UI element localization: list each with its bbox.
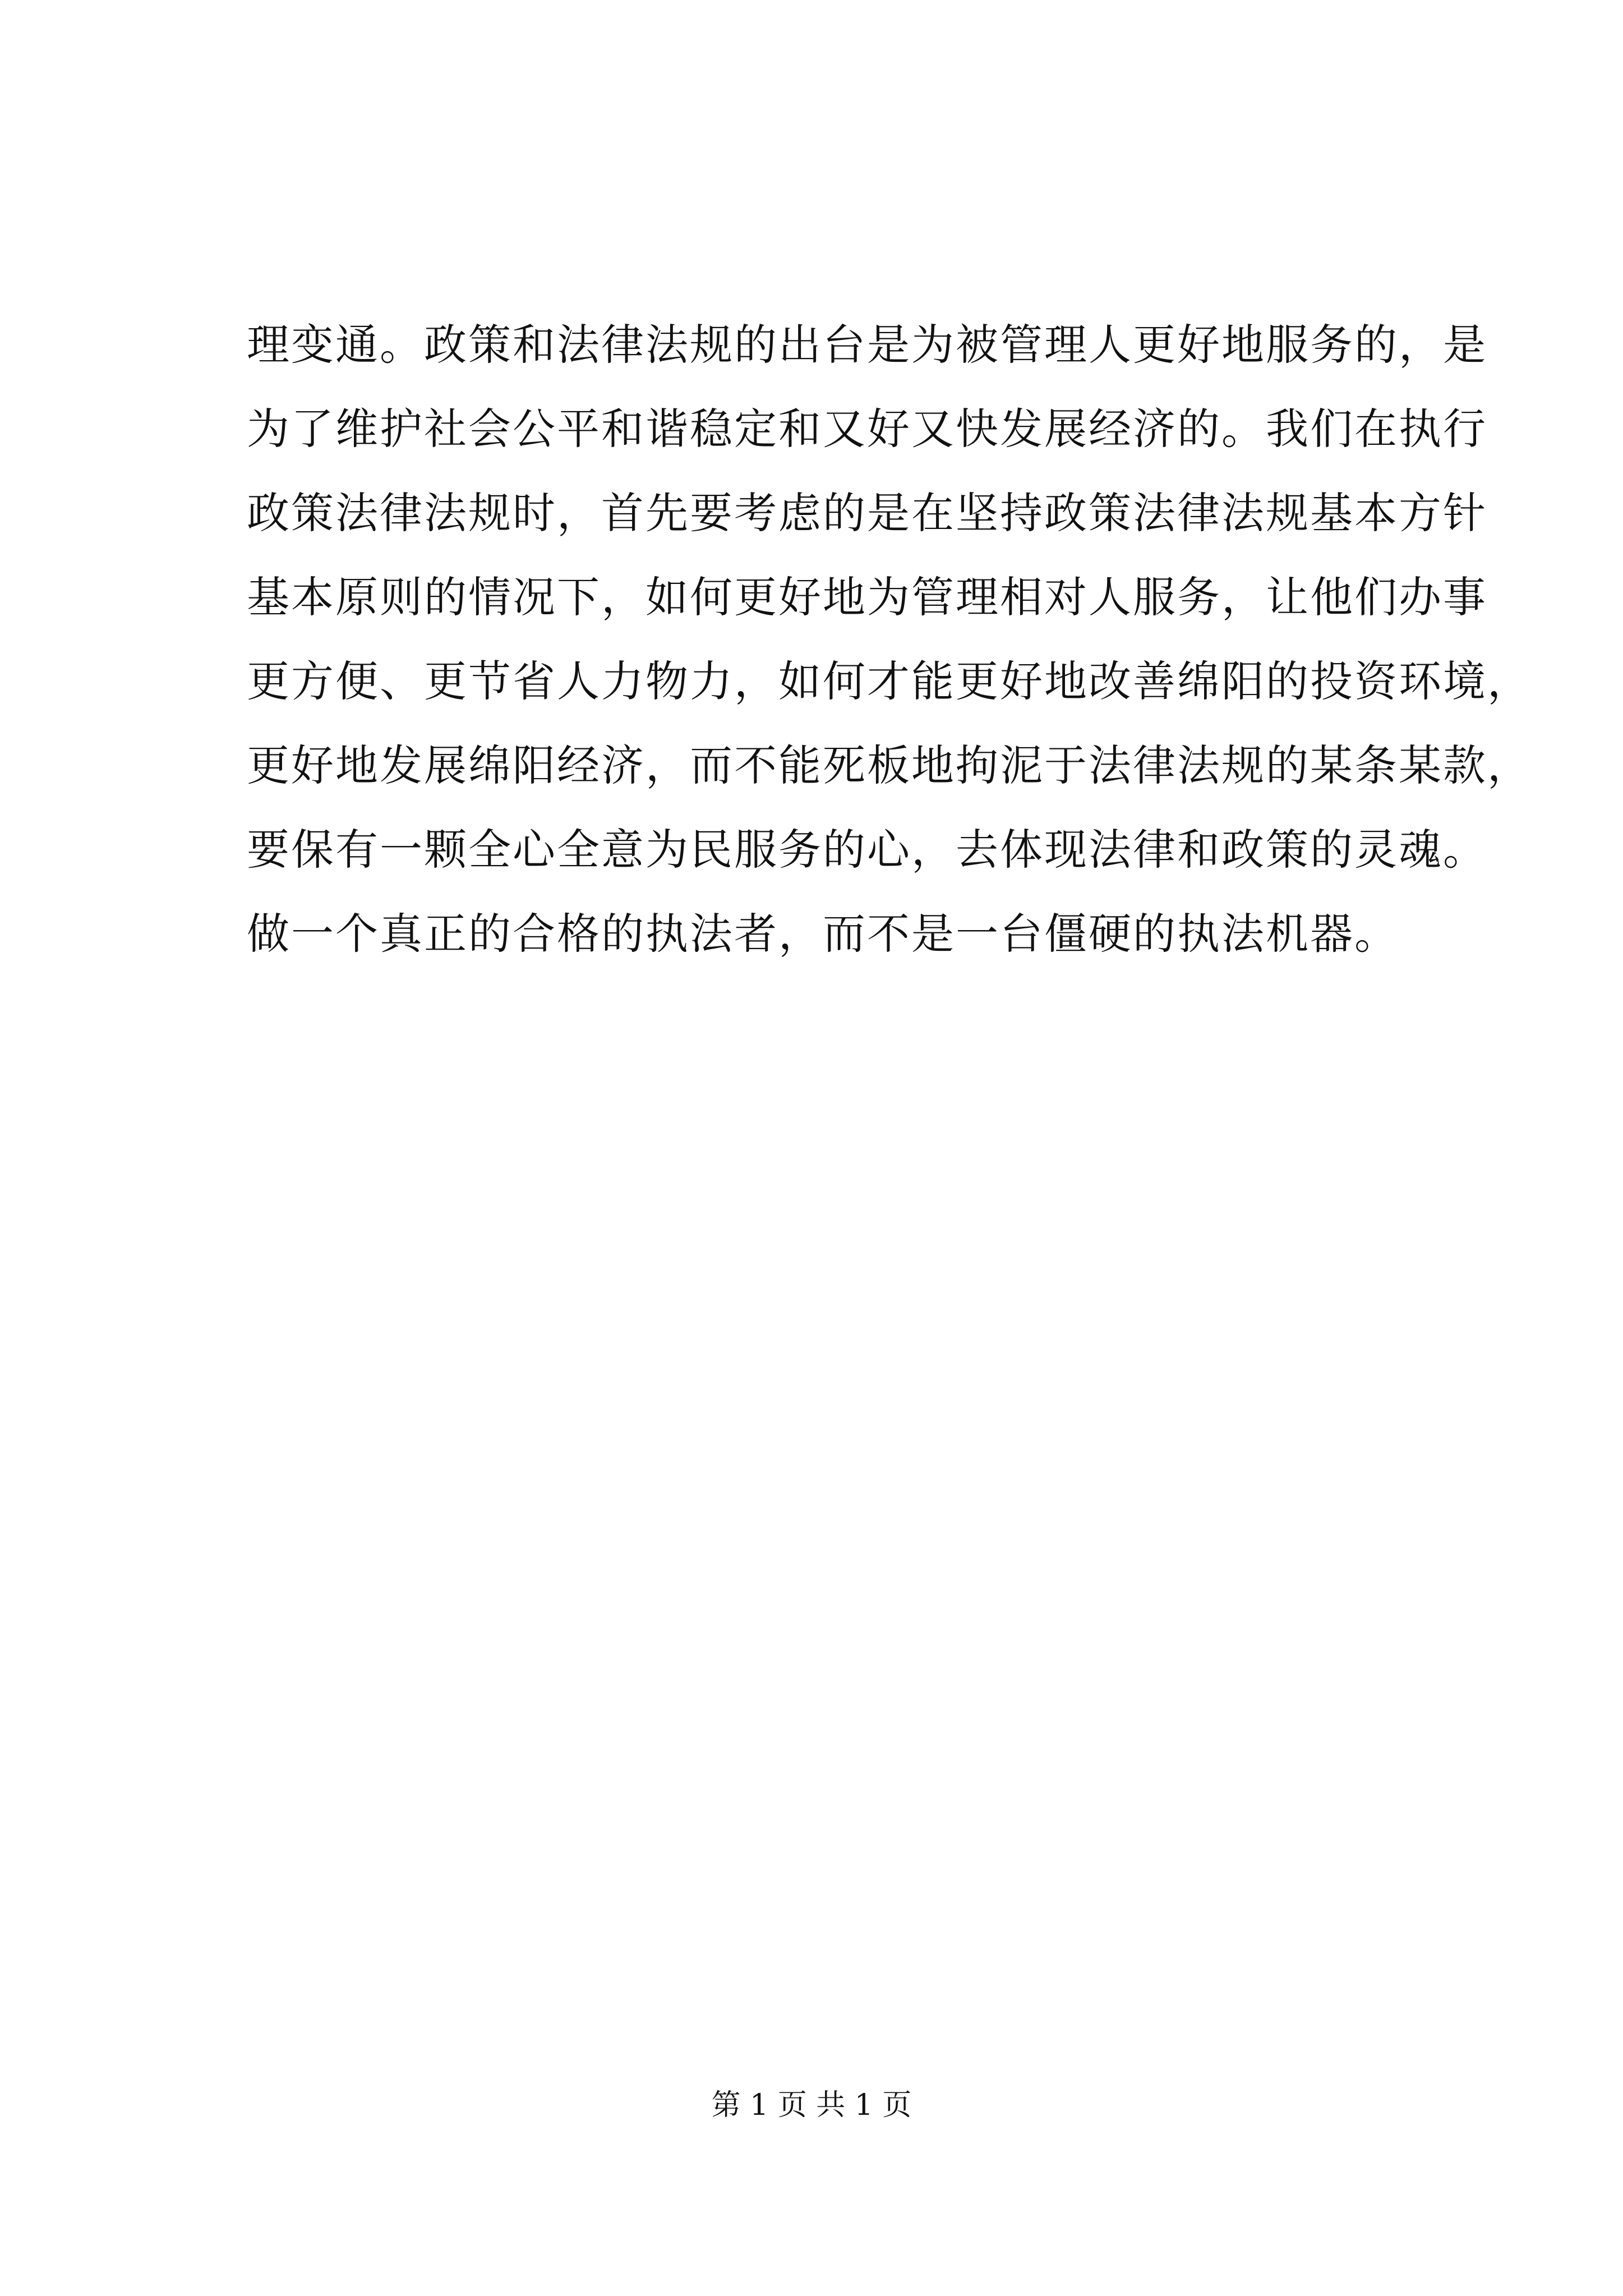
paragraph-line: 做一个真正的合格的执法者，而不是一台僵硬的执法机器。 xyxy=(247,909,1399,959)
page-number-footer: 第 1 页 共 1 页 xyxy=(711,2088,912,2122)
paragraph-line: 政策法律法规时，首先要考虑的是在坚持政策法律法规基本方针 xyxy=(247,488,1487,538)
paragraph-line: 为了维护社会公平和谐稳定和又好又快发展经济的。我们在执行 xyxy=(247,404,1487,454)
paragraph-line: 更方便、更节省人力物力，如何才能更好地改善绵阳的投资环境， xyxy=(247,656,1532,706)
paragraph-line: 基本原则的情况下，如何更好地为管理相对人服务，让他们办事 xyxy=(247,572,1487,622)
paragraph-line: 理变通。政策和法律法规的出台是为被管理人更好地服务的，是 xyxy=(247,320,1487,370)
paragraph-line: 更好地发展绵阳经济，而不能死板地拘泥于法律法规的某条某款， xyxy=(247,740,1532,790)
body-paragraph xyxy=(247,303,1532,976)
paragraph-line: 要保有一颗全心全意为民服务的心，去体现法律和政策的灵魂。 xyxy=(247,825,1487,875)
